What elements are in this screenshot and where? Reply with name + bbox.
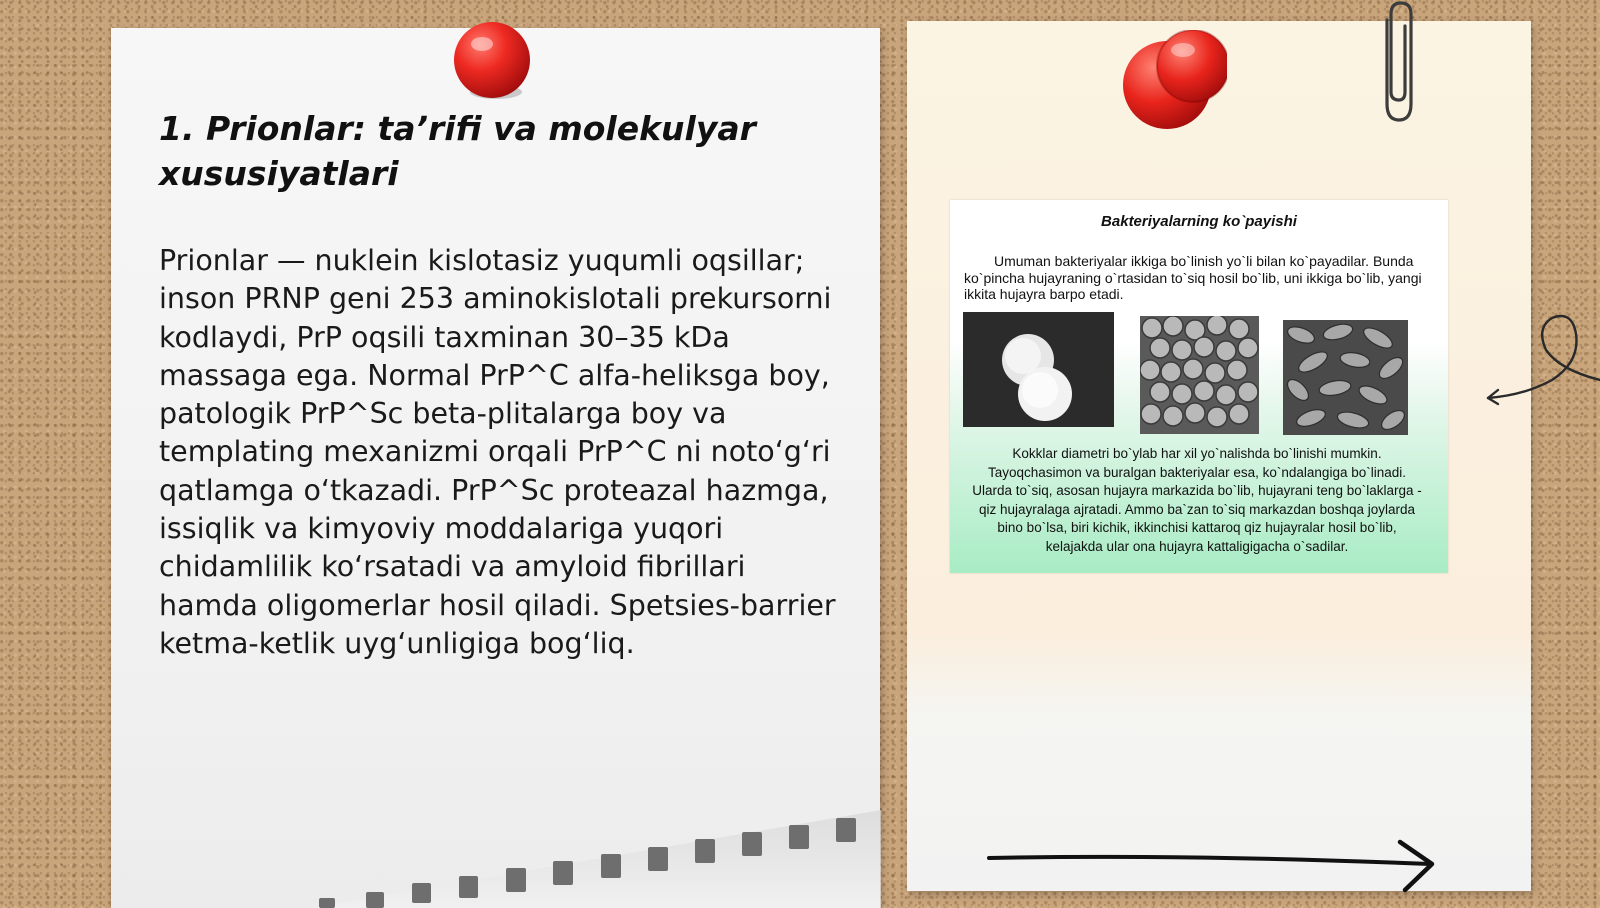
image-intro-text: Umuman bakteriyalar ikkiga bo`linish yo`li bilan ko`payadilar. Bunda ko`pincha hujayraning o`rtasidan to`siq hosil bo`lib, uni ikkiga bo`lib, yangi ikkita hujayra barpo etadi. bbox=[964, 253, 1422, 302]
image-description-text: Kokklar diametri bo`ylab har xil yo`nalishda bo`linishi mumkin. Tayoqchasimon va buralgan bakteriyalar esa, ko`ndalangiga bo`linadi. Ularda to`siq, asosan hujayra markazida bo`lib, hujayrani teng bo`laklarga - qiz hujayralaga ajratadi. Ammo ba`zan to`siq markazdan boshqa joylarda bino bo`lsa, biri kichik, ikkinchisi kattaroq qiz hujayralar hosil bo`lib, kelajakda ular ona hujayra kattaligigacha o`sadilar. bbox=[972, 446, 1422, 554]
micrograph-dividing-cocci bbox=[963, 312, 1114, 427]
notebook-holes-decoration bbox=[311, 798, 881, 908]
slide-title: 1. Prionlar: ta’rifi va molekulyar xususiyatlari bbox=[159, 109, 756, 193]
image-title: Bakteriyalarning ko`payishi bbox=[1101, 213, 1297, 230]
micrograph-cocci-cluster bbox=[1140, 316, 1259, 434]
red-pushpin-icon bbox=[1123, 30, 1227, 134]
micrograph-rod-bacteria bbox=[1283, 320, 1408, 435]
left-note-paper bbox=[111, 28, 880, 908]
slide-body-text: Prionlar — nuklein kislotasiz yuqumli oqsillar; inson PRNP geni 253 aminokislotali prekursorni kodlaydi, PrP oqsili taxminan 30–35 kDa massaga ega. Normal PrP^C alfa-heliksga boy, patologik PrP^Sc beta-plitalarga boy va templating mexanizmi orqali PrP^C ni noto‘g‘ri qatlamga o‘tkazadi. PrP^Sc proteazal hazmga, issiqlik va kimyoviy moddalariga yuqori chidamlilik ko‘rsatadi va amyloid fibrillari hamda oligomerlar hosil qiladi. Spetsies-barrier ketma-ketlik uyg‘unligiga bog‘liq. bbox=[159, 244, 836, 660]
string-curl-decoration bbox=[1480, 310, 1600, 410]
arrow-right-icon[interactable] bbox=[985, 838, 1445, 894]
red-pushpin-icon bbox=[452, 20, 532, 102]
paper-clip-icon bbox=[1377, 0, 1421, 124]
bacteria-reproduction-image bbox=[950, 200, 1448, 573]
